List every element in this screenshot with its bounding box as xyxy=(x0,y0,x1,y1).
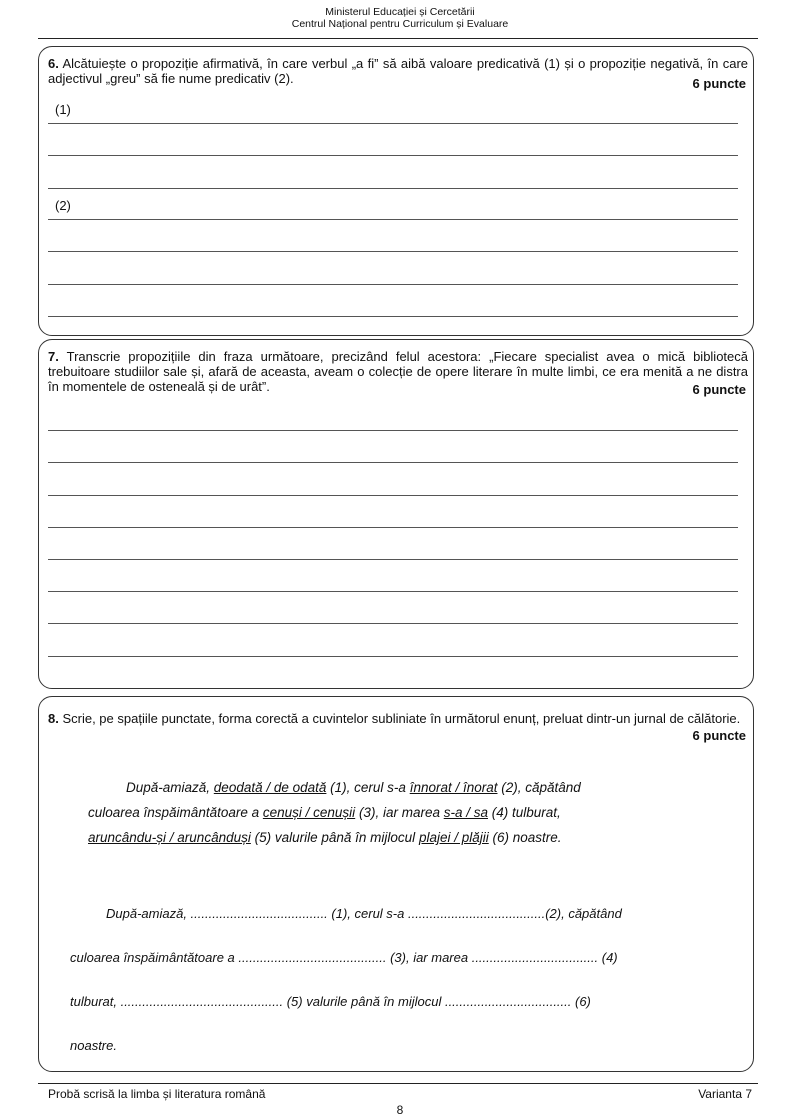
passage-line-1: După-amiază, deodată / de odată (1), cerul s-a înnorat / înorat (2), căpătând xyxy=(126,780,581,795)
underlined-word-2: înnorat / înorat xyxy=(409,780,498,795)
question-7-prompt: Transcrie propozițiile din fraza următoare, precizând felul acestora: „Fiecare specialist avea o mică bibliotecă trebuitoare studiilor sale și, afară de aceasta, aveam o colecție de opere literare în multe limbi, ce era menită a ne distra în momentele de osteneală și de urât”. xyxy=(48,349,748,394)
footer-divider xyxy=(38,1083,758,1084)
answer-line[interactable] xyxy=(48,219,738,220)
fill-in-line-3[interactable]: tulburat, ............................................. (5) valurile până în mijlocul ................................... (6) xyxy=(70,994,591,1009)
answer-line[interactable] xyxy=(48,623,738,624)
answer-line[interactable] xyxy=(48,462,738,463)
answer-line[interactable] xyxy=(48,495,738,496)
passage-line-3: aruncându-și / aruncânduși (5) valurile până în mijlocul plajei / plăjii (6) noastre. xyxy=(88,830,562,845)
answer-line[interactable] xyxy=(48,123,738,124)
question-8-box xyxy=(38,696,754,1072)
answer-label-1: (1) xyxy=(55,102,71,117)
header-divider xyxy=(38,38,758,39)
fill-in-line-4[interactable]: noastre. xyxy=(70,1038,117,1053)
question-8-points: 6 puncte xyxy=(692,728,746,743)
answer-line[interactable] xyxy=(48,430,738,431)
question-6-text xyxy=(48,56,748,86)
question-8-prompt: Scrie, pe spațiile punctate, forma corectă a cuvintelor subliniate în următorul enunț, preluat dintr-un jurnal de călătorie. xyxy=(62,711,741,726)
underlined-word-5: aruncându-și / aruncânduși xyxy=(88,830,251,845)
question-7-text xyxy=(48,349,748,394)
fill-in-line-2[interactable]: culoarea înspăimântătoare a ......................................... (3), iar marea ................................... (4) xyxy=(70,950,618,965)
answer-line[interactable] xyxy=(48,591,738,592)
answer-line[interactable] xyxy=(48,188,738,189)
underlined-word-6: plajei / plăjii xyxy=(418,830,489,845)
page-number: 8 xyxy=(396,1103,404,1117)
answer-line[interactable] xyxy=(48,316,738,317)
question-6-prompt: Alcătuiește o propoziție afirmativă, în care verbul „a fi” să aibă valoare predicativă (1) și o propoziție negativă, în care adjectivul „greu” să fie nume predicativ (2). xyxy=(48,56,748,86)
fill-in-line-1[interactable]: După-amiază, ...................................... (1), cerul s-a ......................................(2), căpătând xyxy=(106,906,622,921)
question-6-points: 6 puncte xyxy=(692,76,746,91)
underlined-word-3: cenuși / cenușii xyxy=(262,805,356,820)
question-8-text xyxy=(48,711,748,726)
answer-line[interactable] xyxy=(48,527,738,528)
question-6-box xyxy=(38,46,754,336)
question-7-points: 6 puncte xyxy=(692,382,746,397)
question-7-number: 7. xyxy=(48,349,59,364)
underlined-word-4: s-a / sa xyxy=(443,805,488,820)
answer-label-2: (2) xyxy=(55,198,71,213)
answer-line[interactable] xyxy=(48,155,738,156)
answer-line[interactable] xyxy=(48,284,738,285)
header-ministry: Ministerul Educației și Cercetării xyxy=(325,6,475,18)
quoted-passage xyxy=(88,775,718,850)
question-8-number: 8. xyxy=(48,711,59,726)
passage-line-2: culoarea înspăimântătoare a cenuși / cenușii (3), iar marea s-a / sa (4) tulburat, xyxy=(88,805,561,820)
footer-exam-title: Probă scrisă la limba și literatura română xyxy=(48,1087,266,1101)
answer-line[interactable] xyxy=(48,251,738,252)
answer-line[interactable] xyxy=(48,559,738,560)
header-center: Centrul Național pentru Curriculum și Evaluare xyxy=(291,18,509,30)
footer-variant: Varianta 7 xyxy=(698,1087,752,1101)
underlined-word-1: deodată / de odată xyxy=(213,780,327,795)
answer-line[interactable] xyxy=(48,656,738,657)
page-header xyxy=(0,6,800,30)
question-6-number: 6. xyxy=(48,56,59,71)
